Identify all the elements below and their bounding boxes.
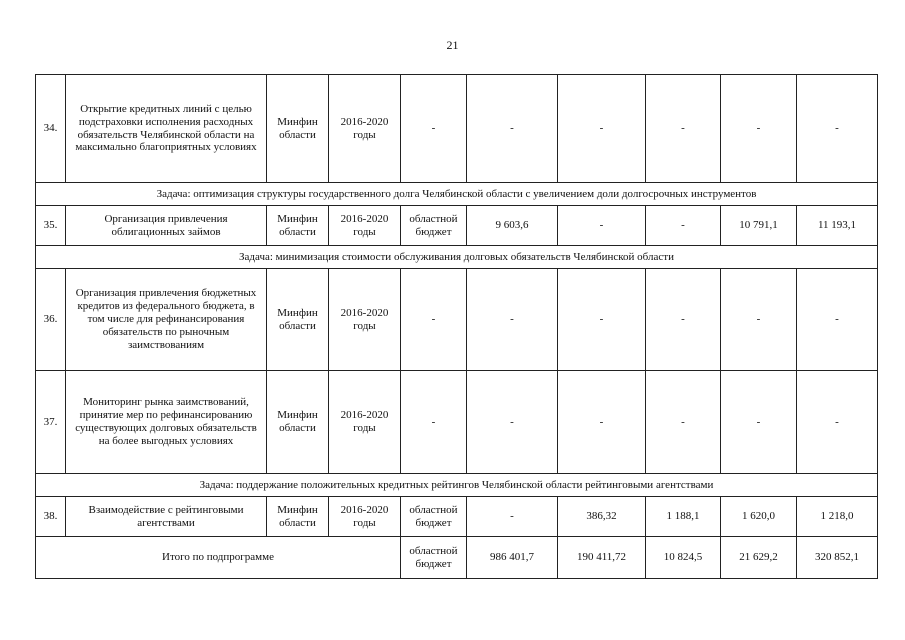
value-cell: - [558, 206, 646, 246]
value-cell: 1 620,0 [721, 497, 797, 537]
total-value-cell: 320 852,1 [797, 537, 878, 579]
task-row [36, 246, 878, 269]
value-cell: 386,32 [558, 497, 646, 537]
row-number: 35. [36, 206, 66, 246]
task-text: Задача: поддержание положительных кредитных рейтингов Челябинской области рейтинговыми агентствами [36, 474, 878, 497]
table-row [36, 497, 878, 537]
value-cell: 11 193,1 [797, 206, 878, 246]
subprogram-table [35, 74, 878, 579]
funding-source-cell: - [401, 269, 467, 371]
total-funding-source: областной бюджет [401, 537, 467, 579]
measure-name: Мониторинг рынка заимствований, принятие мер по рефинансированию существующих долговых обязательств на более выгодных условиях [66, 371, 267, 474]
value-cell: 10 791,1 [721, 206, 797, 246]
measure-name: Взаимодействие с рейтинговыми агентствами [66, 497, 267, 537]
task-row [36, 474, 878, 497]
executor-cell: Минфин области [267, 497, 329, 537]
row-number: 36. [36, 269, 66, 371]
value-cell: - [721, 371, 797, 474]
table-row [36, 269, 878, 371]
value-cell: - [797, 75, 878, 183]
measure-name: Организация привлечения облигационных займов [66, 206, 267, 246]
row-number: 34. [36, 75, 66, 183]
row-number: 37. [36, 371, 66, 474]
value-cell: 9 603,6 [467, 206, 558, 246]
value-cell: - [721, 75, 797, 183]
value-cell: 1 218,0 [797, 497, 878, 537]
value-cell: 1 188,1 [646, 497, 721, 537]
table-row [36, 75, 878, 183]
funding-source-cell: - [401, 75, 467, 183]
value-cell: - [467, 497, 558, 537]
total-value-cell: 190 411,72 [558, 537, 646, 579]
value-cell: - [558, 371, 646, 474]
period-cell: 2016-2020 годы [329, 269, 401, 371]
value-cell: - [467, 269, 558, 371]
executor-cell: Минфин области [267, 371, 329, 474]
funding-source-cell: - [401, 371, 467, 474]
funding-source-cell: областной бюджет [401, 497, 467, 537]
table-row [36, 371, 878, 474]
value-cell: - [646, 371, 721, 474]
period-cell: 2016-2020 годы [329, 497, 401, 537]
measure-name: Открытие кредитных линий с целью подстраховки исполнения расходных обязательств Челябинской области на максимально благоприятных условиях [66, 75, 267, 183]
period-cell: 2016-2020 годы [329, 75, 401, 183]
value-cell: - [797, 269, 878, 371]
task-text: Задача: минимизация стоимости обслуживания долговых обязательств Челябинской области [36, 246, 878, 269]
value-cell: - [721, 269, 797, 371]
total-row [36, 537, 878, 579]
measure-name: Организация привлечения бюджетных кредитов из федерального бюджета, в том числе для рефинансирования обязательств по рыночным заимствованиям [66, 269, 267, 371]
task-row [36, 183, 878, 206]
value-cell: - [467, 371, 558, 474]
value-cell: - [467, 75, 558, 183]
total-value-cell: 10 824,5 [646, 537, 721, 579]
value-cell: - [558, 75, 646, 183]
value-cell: - [646, 269, 721, 371]
value-cell: - [797, 371, 878, 474]
total-value-cell: 986 401,7 [467, 537, 558, 579]
value-cell: - [558, 269, 646, 371]
funding-source-cell: областной бюджет [401, 206, 467, 246]
value-cell: - [646, 206, 721, 246]
table-row [36, 206, 878, 246]
executor-cell: Минфин области [267, 75, 329, 183]
value-cell: - [646, 75, 721, 183]
total-label: Итого по подпрограмме [36, 537, 401, 579]
executor-cell: Минфин области [267, 206, 329, 246]
executor-cell: Минфин области [267, 269, 329, 371]
total-value-cell: 21 629,2 [721, 537, 797, 579]
period-cell: 2016-2020 годы [329, 206, 401, 246]
period-cell: 2016-2020 годы [329, 371, 401, 474]
task-text: Задача: оптимизация структуры государственного долга Челябинской области с увеличением доли долгосрочных инструментов [36, 183, 878, 206]
page-number: 21 [446, 38, 459, 52]
row-number: 38. [36, 497, 66, 537]
